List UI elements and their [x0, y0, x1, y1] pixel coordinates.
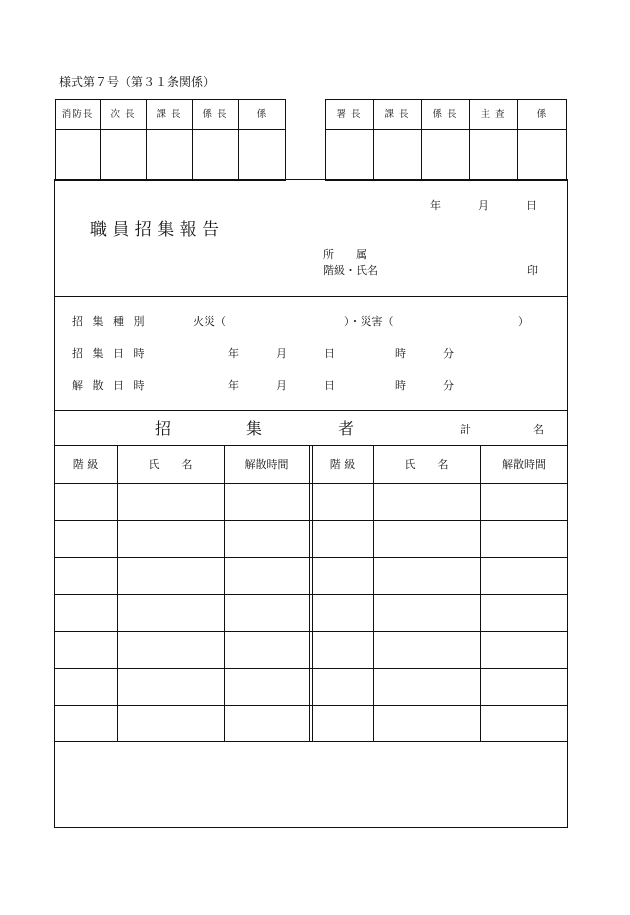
summon-day-unit: 日 — [324, 347, 335, 360]
fire-label: 火災（ — [193, 315, 226, 328]
column-header-rank: 階 級 — [72, 458, 99, 471]
form-number-label: 様式第７号（第３１条関係） — [59, 75, 216, 89]
date-year-label: 年 — [430, 199, 441, 212]
approval-cell-label: 消防長 — [61, 109, 94, 120]
dismiss-minute-unit: 分 — [443, 379, 454, 392]
approval-cell-label: 次 長 — [110, 109, 136, 120]
approval-cell-label: 係 長 — [202, 109, 228, 120]
close-paren: ） — [518, 315, 529, 328]
column-header-rank: 階 級 — [329, 458, 356, 471]
dismiss-datetime-label: 解 散 日 時 — [72, 379, 148, 392]
approval-cell-label: 係 長 — [432, 109, 458, 120]
column-header-name: 氏 名 — [148, 458, 193, 471]
section-title-char: 招 — [155, 419, 172, 438]
summon-type-label: 招 集 種 別 — [72, 315, 148, 328]
date-day-label: 日 — [526, 199, 537, 212]
approval-cell-label: 主 査 — [480, 109, 506, 120]
approval-cell-label: 係 — [256, 109, 268, 120]
approval-cell-label: 課 長 — [156, 109, 182, 120]
approval-cell-label: 署 長 — [336, 109, 362, 120]
report-form-frame — [54, 179, 568, 828]
approval-cell-label: 係 — [536, 109, 548, 120]
affiliation-label: 所 属 — [323, 248, 367, 261]
seal-mark: 印 — [527, 264, 538, 277]
summon-hour-unit: 時 — [395, 347, 406, 360]
dismiss-hour-unit: 時 — [395, 379, 406, 392]
dismiss-month-unit: 月 — [276, 379, 287, 392]
persons-unit: 名 — [533, 423, 544, 436]
date-month-label: 月 — [478, 199, 489, 212]
column-header-dismiss-time: 解散時間 — [502, 458, 546, 471]
section-title-char: 集 — [246, 419, 263, 438]
summon-month-unit: 月 — [276, 347, 287, 360]
dismiss-year-unit: 年 — [228, 379, 239, 392]
report-title: 職 員 招 集 報 告 — [90, 220, 220, 240]
section-title-char: 者 — [338, 419, 355, 438]
rank-name-label: 階級・氏名 — [323, 264, 378, 277]
column-header-dismiss-time: 解散時間 — [244, 458, 289, 471]
approval-cell-label: 課 長 — [384, 109, 410, 120]
dismiss-day-unit: 日 — [324, 379, 335, 392]
summon-minute-unit: 分 — [443, 347, 454, 360]
summon-year-unit: 年 — [228, 347, 239, 360]
column-header-name: 氏 名 — [404, 458, 449, 471]
summon-datetime-label: 招 集 日 時 — [72, 347, 148, 360]
total-label: 計 — [460, 423, 471, 436]
disaster-label: ）・災害（ — [344, 315, 394, 328]
